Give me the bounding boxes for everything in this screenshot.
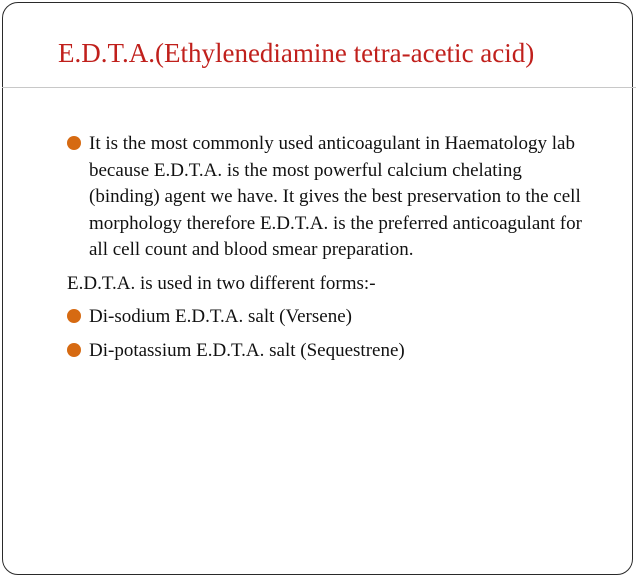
bullet-item-anticoagulant <box>57 131 597 264</box>
bullet-item-disodium <box>57 304 597 331</box>
bullet-text: It is the most commonly used anticoagulant in Haematology lab because E.D.T.A. is the most powerful calcium chelating (binding) agent we have. It gives the best preservation to the cell morphology therefore E.D.T.A. is the preferred anticoagulant for all cell count and blood smear preparation. <box>89 133 582 260</box>
slide-body <box>57 131 597 364</box>
slide-title: E.D.T.A.(Ethylenediamine tetra-acetic acid) <box>58 38 535 68</box>
bullet-item-dipotassium <box>57 338 597 365</box>
forms-intro-text: E.D.T.A. is used in two different forms:- <box>67 272 376 294</box>
bullet-dot-icon <box>67 136 81 150</box>
title-divider <box>2 87 636 88</box>
bullet-dot-icon <box>67 309 81 323</box>
bullet-dot-icon <box>67 343 81 357</box>
bullet-text: Di-sodium E.D.T.A. salt (Versene) <box>89 306 352 327</box>
bullet-text: Di-potassium E.D.T.A. salt (Sequestrene) <box>89 339 405 361</box>
forms-intro-line <box>57 271 597 298</box>
